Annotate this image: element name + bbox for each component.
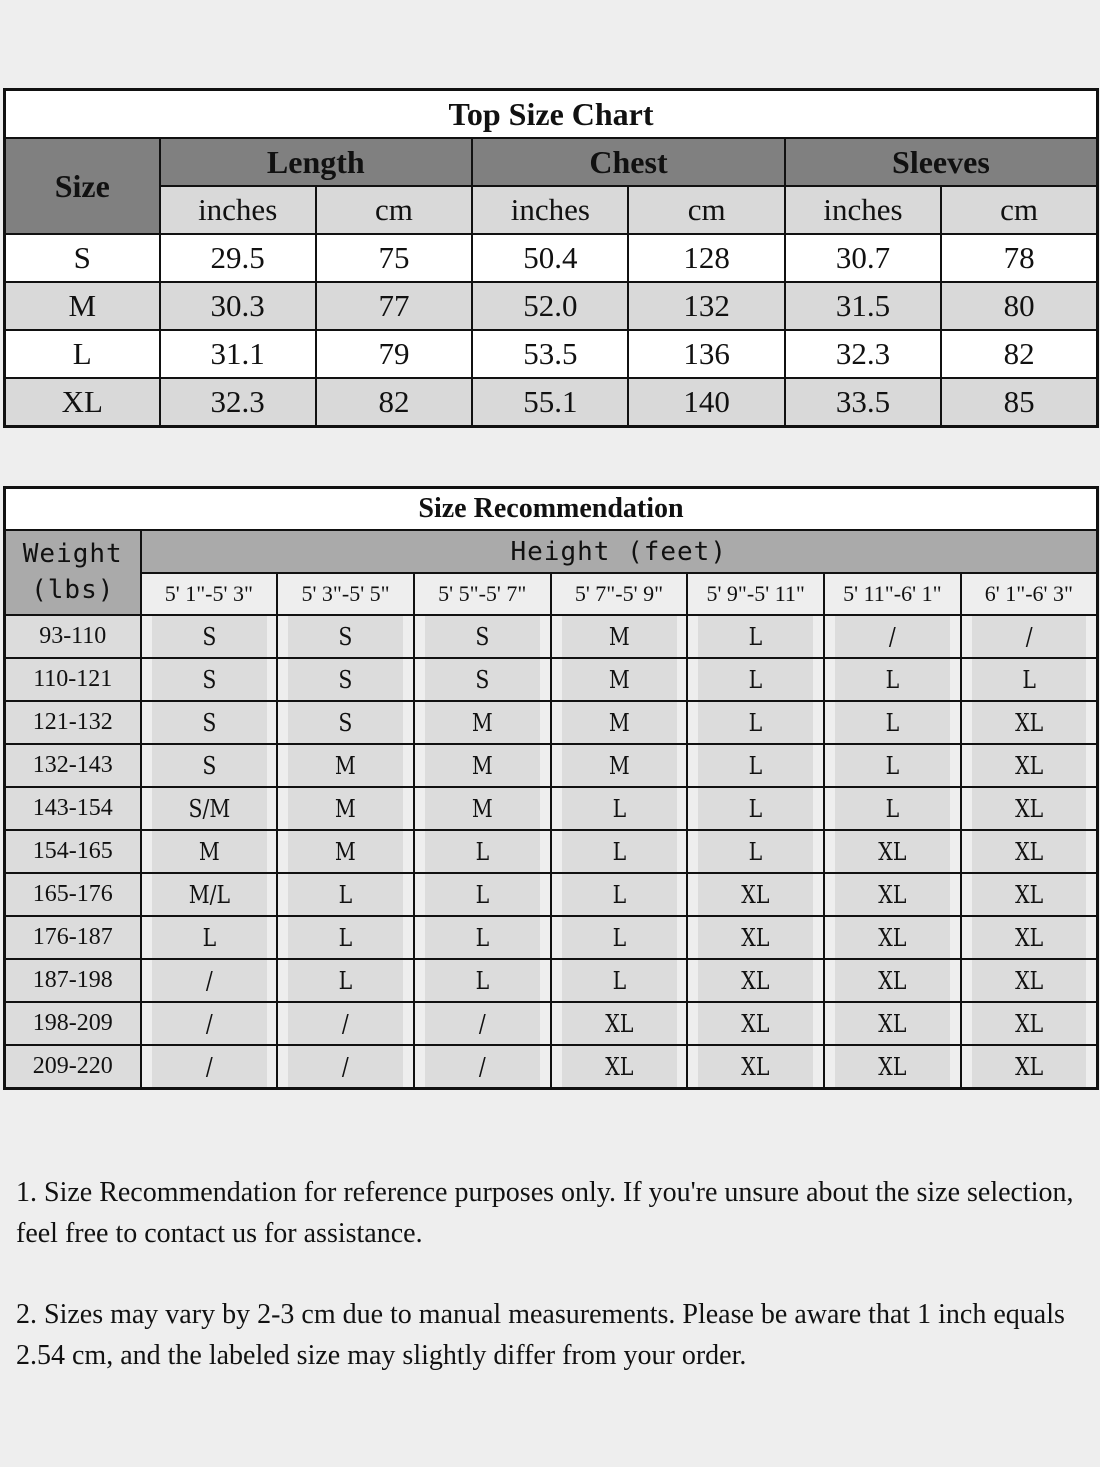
measurement-cell: 30.7	[785, 234, 941, 282]
measurement-cell: 140	[628, 378, 784, 427]
recommended-size-cell: M	[424, 787, 540, 830]
weight-unit-label: (lbs)	[31, 574, 115, 605]
weight-cell: 165-176	[5, 873, 141, 916]
recommended-size-cell: XL	[834, 1045, 950, 1089]
size-cell: XL	[5, 378, 160, 427]
recommended-size-cell: L	[424, 916, 540, 959]
recommended-size-cell: XL	[698, 959, 814, 1002]
size-row	[5, 234, 1098, 282]
recommended-size-cell: XL	[971, 1045, 1087, 1089]
recommended-size-cell: M	[424, 701, 540, 744]
recommended-size-cell: S	[151, 615, 267, 658]
recommended-size-cell: /	[424, 1045, 540, 1089]
height-range-header: 5' 9"-5' 11"	[687, 573, 824, 615]
measurement-cell: 132	[628, 282, 784, 330]
recommended-size-cell: /	[834, 615, 950, 658]
size-row	[5, 282, 1098, 330]
recommended-size-cell: XL	[834, 959, 950, 1002]
height-range-header: 6' 1"-6' 3"	[961, 573, 1098, 615]
weight-cell: 209-220	[5, 1045, 141, 1089]
recommended-size-cell: L	[698, 744, 814, 787]
size-cell: M	[5, 282, 160, 330]
note-1: 1. Size Recommendation for reference purposes only. If you're unsure about the size selection, feel free to contact us for assistance.	[16, 1177, 1074, 1249]
recommended-size-cell: S	[424, 615, 540, 658]
recommended-size-cell: L	[698, 830, 814, 873]
weight-cell: 143-154	[5, 787, 141, 830]
recommended-size-cell: L	[151, 916, 267, 959]
recommended-size-cell: S	[151, 701, 267, 744]
measurement-cell: 75	[316, 234, 472, 282]
recommended-size-cell: L	[287, 959, 403, 1002]
measurement-cell: 33.5	[785, 378, 941, 427]
recommendation-row	[5, 1002, 1098, 1045]
measurement-cell: 32.3	[785, 330, 941, 378]
recommended-size-cell: XL	[971, 916, 1087, 959]
chest-group-header: Chest	[472, 138, 785, 186]
recommended-size-cell: S	[287, 658, 403, 701]
measurement-cell: 32.3	[160, 378, 316, 427]
recommended-size-cell: L	[561, 916, 677, 959]
height-range-header: 5' 1"-5' 3"	[141, 573, 278, 615]
size-cell: L	[5, 330, 160, 378]
recommended-size-cell: XL	[561, 1002, 677, 1045]
recommendation-row	[5, 744, 1098, 787]
recommended-size-cell: XL	[971, 959, 1087, 1002]
recommendation-row	[5, 959, 1098, 1002]
recommended-size-cell: XL	[561, 1045, 677, 1089]
size-row	[5, 330, 1098, 378]
recommended-size-cell: M	[561, 744, 677, 787]
recommended-size-cell: S	[151, 744, 267, 787]
recommended-size-cell: L	[834, 787, 950, 830]
measurement-cell: 128	[628, 234, 784, 282]
recommended-size-cell: L	[424, 830, 540, 873]
recommended-size-cell: M	[561, 701, 677, 744]
length-group-header: Length	[160, 138, 473, 186]
recommendation-row	[5, 830, 1098, 873]
recommended-size-cell: L	[561, 959, 677, 1002]
weight-cell: 121-132	[5, 701, 141, 744]
recommended-size-cell: /	[151, 1002, 267, 1045]
recommended-size-cell: L	[698, 658, 814, 701]
recommended-size-cell: /	[151, 959, 267, 1002]
recommended-size-cell: /	[151, 1045, 267, 1089]
measurement-cell: 31.5	[785, 282, 941, 330]
size-cell: S	[5, 234, 160, 282]
height-range-header: 5' 7"-5' 9"	[551, 573, 688, 615]
unit-header: cm	[941, 186, 1097, 234]
measurement-cell: 50.4	[472, 234, 628, 282]
recommendation-row	[5, 1045, 1098, 1089]
recommended-size-cell: S	[287, 701, 403, 744]
weight-cell: 176-187	[5, 916, 141, 959]
measurement-cell: 78	[941, 234, 1097, 282]
size-chart-title: Top Size Chart	[5, 90, 1098, 139]
recommended-size-cell: L	[834, 744, 950, 787]
height-range-header: 5' 5"-5' 7"	[414, 573, 551, 615]
measurement-cell: 79	[316, 330, 472, 378]
measurement-cell: 136	[628, 330, 784, 378]
weight-cell: 132-143	[5, 744, 141, 787]
note-2: 2. Sizes may vary by 2-3 cm due to manual measurements. Please be aware that 1 inch equals 2.54 cm, and the labeled size may slightly differ from your order.	[16, 1299, 1065, 1371]
measurement-cell: 30.3	[160, 282, 316, 330]
recommended-size-cell: XL	[971, 1002, 1087, 1045]
recommended-size-cell: S	[424, 658, 540, 701]
size-column-header: Size	[5, 138, 160, 234]
recommended-size-cell: L	[561, 787, 677, 830]
weight-cell: 110-121	[5, 658, 141, 701]
recommended-size-cell: M/L	[151, 873, 267, 916]
recommended-size-cell: XL	[834, 916, 950, 959]
recommended-size-cell: XL	[971, 701, 1087, 744]
height-range-header: 5' 3"-5' 5"	[277, 573, 414, 615]
size-row	[5, 378, 1098, 427]
measurement-cell: 80	[941, 282, 1097, 330]
notes	[16, 1172, 1086, 1416]
recommended-size-cell: M	[561, 658, 677, 701]
weight-cell: 187-198	[5, 959, 141, 1002]
measurement-cell: 77	[316, 282, 472, 330]
weight-cell: 93-110	[5, 615, 141, 658]
recommended-size-cell: L	[698, 787, 814, 830]
size-chart-body	[5, 234, 1098, 427]
weight-cell: 154-165	[5, 830, 141, 873]
recommended-size-cell: XL	[971, 744, 1087, 787]
weight-column-header	[5, 530, 141, 615]
unit-header: inches	[785, 186, 941, 234]
recommended-size-cell: L	[287, 873, 403, 916]
recommended-size-cell: M	[151, 830, 267, 873]
recommended-size-cell: L	[287, 916, 403, 959]
height-range-row	[5, 573, 1098, 615]
recommended-size-cell: /	[287, 1045, 403, 1089]
measurement-cell: 85	[941, 378, 1097, 427]
recommended-size-cell: /	[424, 1002, 540, 1045]
recommendation-row	[5, 701, 1098, 744]
recommended-size-cell: L	[971, 658, 1087, 701]
measurement-cell: 82	[941, 330, 1097, 378]
recommended-size-cell: M	[424, 744, 540, 787]
recommended-size-cell: XL	[834, 873, 950, 916]
recommended-size-cell: S/M	[151, 787, 267, 830]
recommended-size-cell: L	[698, 701, 814, 744]
recommended-size-cell: S	[287, 615, 403, 658]
recommended-size-cell: S	[151, 658, 267, 701]
recommended-size-cell: XL	[698, 1002, 814, 1045]
recommended-size-cell: L	[561, 830, 677, 873]
recommendation-body	[5, 615, 1098, 1089]
recommendation-row	[5, 916, 1098, 959]
recommended-size-cell: L	[698, 615, 814, 658]
recommended-size-cell: M	[287, 787, 403, 830]
measurement-cell: 53.5	[472, 330, 628, 378]
recommendation-row	[5, 873, 1098, 916]
recommended-size-cell: /	[971, 615, 1087, 658]
unit-header: inches	[160, 186, 316, 234]
sleeves-group-header: Sleeves	[785, 138, 1098, 186]
recommended-size-cell: XL	[698, 873, 814, 916]
weight-label: Weight	[22, 539, 123, 570]
unit-header: cm	[628, 186, 784, 234]
unit-header: inches	[472, 186, 628, 234]
size-recommendation-table	[3, 486, 1099, 1090]
measurement-cell: 82	[316, 378, 472, 427]
recommended-size-cell: XL	[971, 873, 1087, 916]
recommended-size-cell: L	[834, 658, 950, 701]
recommended-size-cell: XL	[971, 787, 1087, 830]
recommended-size-cell: L	[424, 959, 540, 1002]
recommended-size-cell: /	[287, 1002, 403, 1045]
recommended-size-cell: M	[561, 615, 677, 658]
height-group-header: Height (feet)	[141, 530, 1098, 573]
recommended-size-cell: L	[424, 873, 540, 916]
measurement-cell: 31.1	[160, 330, 316, 378]
recommended-size-cell: XL	[698, 1045, 814, 1089]
measurement-cell: 55.1	[472, 378, 628, 427]
recommended-size-cell: M	[287, 830, 403, 873]
recommended-size-cell: L	[834, 701, 950, 744]
recommendation-row	[5, 658, 1098, 701]
recommendation-row	[5, 615, 1098, 658]
recommendation-row	[5, 787, 1098, 830]
recommended-size-cell: XL	[971, 830, 1087, 873]
weight-cell: 198-209	[5, 1002, 141, 1045]
recommended-size-cell: M	[287, 744, 403, 787]
measurement-cell: 29.5	[160, 234, 316, 282]
recommended-size-cell: XL	[698, 916, 814, 959]
size-chart-table	[3, 88, 1099, 428]
unit-header: cm	[316, 186, 472, 234]
recommendation-title: Size Recommendation	[5, 488, 1098, 531]
height-range-header: 5' 11"-6' 1"	[824, 573, 961, 615]
recommended-size-cell: XL	[834, 1002, 950, 1045]
recommended-size-cell: XL	[834, 830, 950, 873]
measurement-cell: 52.0	[472, 282, 628, 330]
recommended-size-cell: L	[561, 873, 677, 916]
